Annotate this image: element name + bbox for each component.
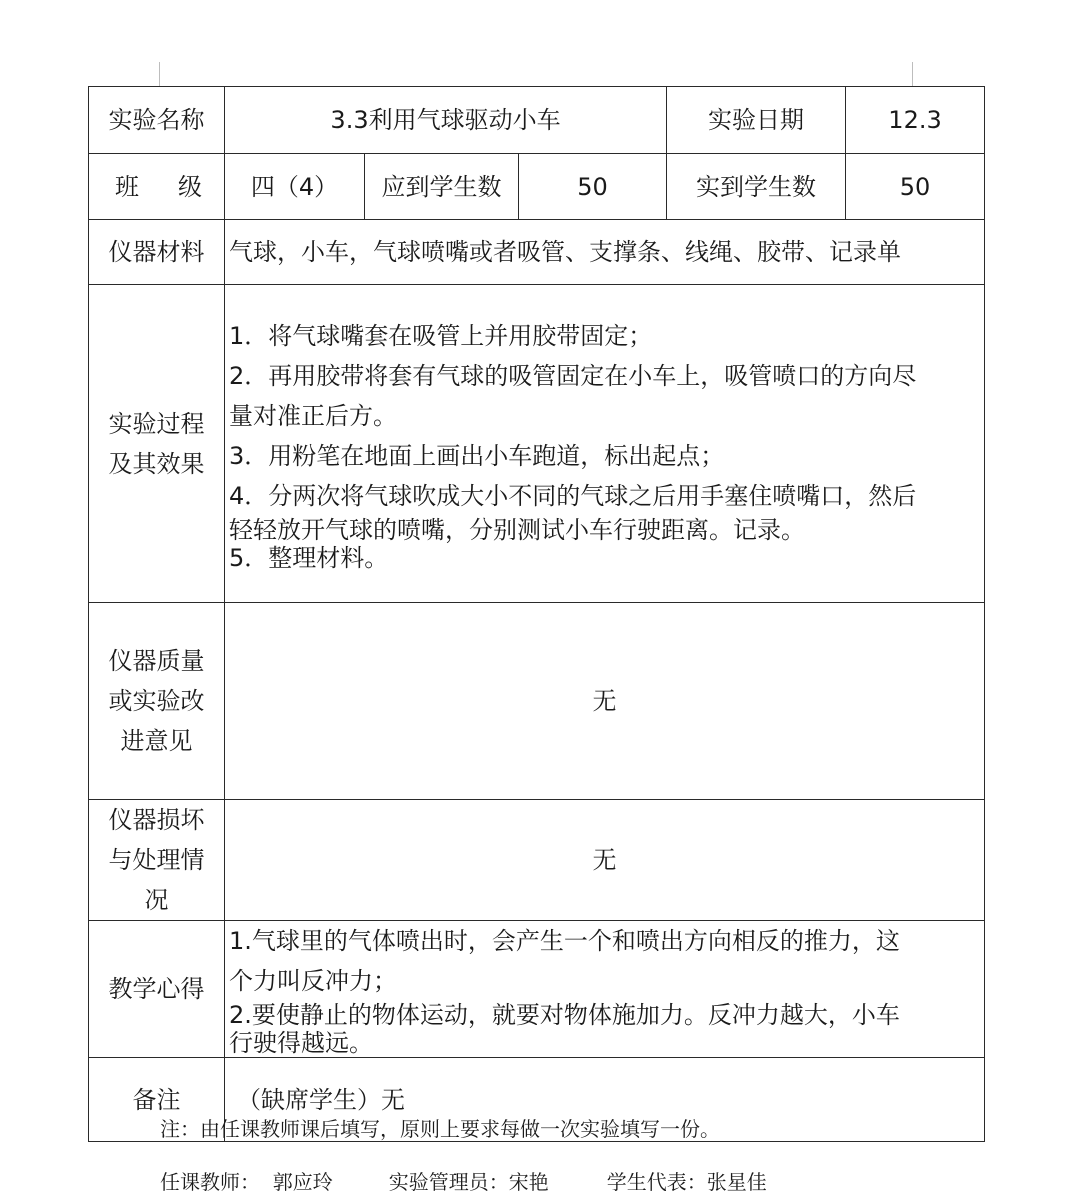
damage-row [89,800,985,921]
quality-label [89,603,225,800]
process-row [89,285,985,603]
admin-signature: 实验管理员：宋艳 [388,1170,549,1194]
actual-students-label: 实到学生数 [667,154,846,220]
process-step: 5．整理材料。 [229,543,389,572]
quality-label-line-2: 或实验改 [108,687,205,715]
quality-value: 无 [225,603,985,800]
damage-label [89,800,225,921]
materials-row [89,220,985,285]
process-steps [225,285,985,603]
reflection-line: 1.气球里的气体喷出时，会产生一个和喷出方向相反的推力，这 [229,927,900,955]
process-step: 2．再用胶带将套有气球的吸管固定在小车上，吸管喷口的方向尽 [229,361,917,390]
reflection-label: 教学心得 [89,921,225,1058]
crop-mark-right [912,62,913,86]
quality-row [89,603,985,800]
class-value: 四（4） [225,154,365,220]
expected-students-value: 50 [519,154,667,220]
damage-label-line-2: 与处理情 [108,846,205,874]
damage-label-line-1: 仪器损坏 [108,806,205,834]
reflection-line: 个力叫反冲力； [229,967,397,995]
reflection-line: 2.要使静止的物体运动，就要对物体施加力。反冲力越大，小车 [229,1001,900,1029]
name-value: 3.3利用气球驱动小车 [225,87,667,154]
signatures-line [160,1166,767,1195]
process-step: 1．将气球嘴套在吸管上并用胶带固定； [229,321,653,350]
experiment-record-table [88,86,985,1142]
name-label: 实验名称 [89,87,225,154]
class-row [89,154,985,220]
process-step: 4．分两次将气球吹成大小不同的气球之后用手塞住喷嘴口，然后 [229,481,917,510]
class-label-char-1: 班 [115,172,139,201]
materials-label: 仪器材料 [89,220,225,285]
remarks-label: 备注 [89,1058,225,1142]
class-label-char-2: 级 [178,172,202,201]
remarks-value: （缺席学生）无 [225,1058,985,1142]
damage-label-line-3: 况 [144,886,169,914]
process-step: 量对准正后方。 [229,401,397,430]
class-label [89,154,225,220]
date-label: 实验日期 [667,87,846,154]
reflection-row [89,921,985,1058]
process-step: 3．用粉笔在地面上画出小车跑道，标出起点； [229,441,725,470]
footer-note: 注：由任课教师课后填写，原则上要求每做一次实验填写一份。 [160,1117,720,1141]
reflection-text [225,921,985,1058]
process-label-line-1: 实验过程 [108,409,205,438]
date-value: 12.3 [846,87,985,154]
process-label-line-2: 及其效果 [108,449,205,478]
expected-students-label: 应到学生数 [365,154,519,220]
header-row [89,87,985,154]
quality-label-line-1: 仪器质量 [108,647,205,675]
teacher-signature: 任课教师： 郭应玲 [160,1170,333,1194]
process-step: 轻轻放开气球的喷嘴，分别测试小车行驶距离。记录。 [229,515,805,544]
reflection-line: 行驶得越远。 [229,1029,373,1057]
actual-students-value: 50 [846,154,985,220]
materials-value: 气球，小车，气球喷嘴或者吸管、支撑条、线绳、胶带、记录单 [225,220,985,285]
damage-value: 无 [225,800,985,921]
quality-label-line-3: 进意见 [120,727,193,755]
student-rep-signature: 学生代表：张星佳 [606,1170,767,1194]
process-label [89,285,225,603]
crop-mark-left [159,62,160,86]
